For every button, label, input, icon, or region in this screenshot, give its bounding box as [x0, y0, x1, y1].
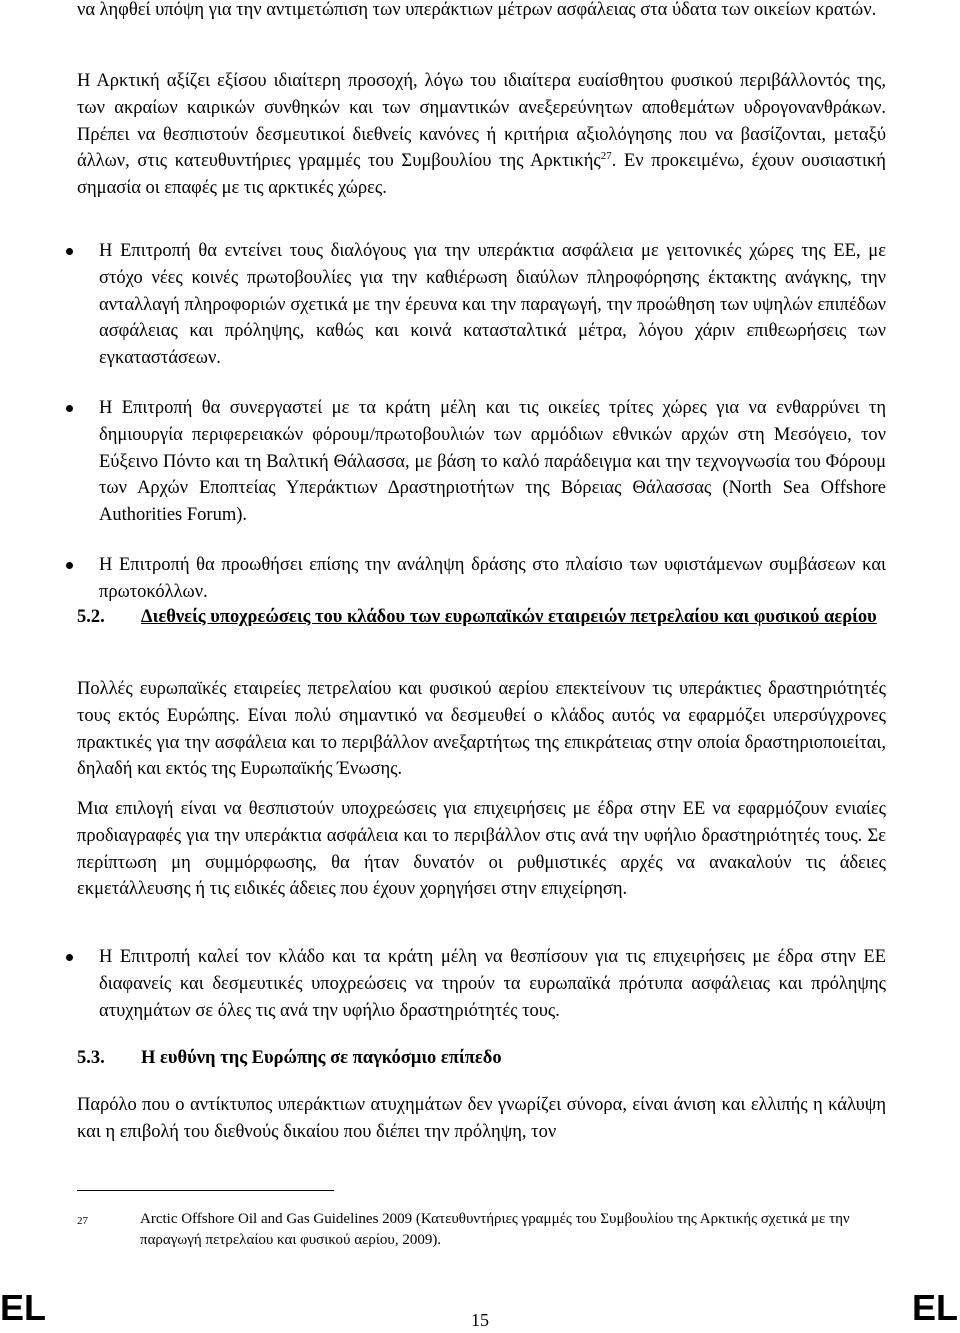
- list-item: [66, 552, 886, 606]
- arctic-paragraph: [77, 68, 886, 202]
- footer-language-right: EL: [911, 1287, 958, 1328]
- footnote: [77, 1209, 886, 1251]
- list-item-text: Η Επιτροπή θα προωθήσει επίσης την ανάληψη δράσης στο πλαίσιο των υφιστάμενων συμβάσεων και πρωτοκόλλων.: [99, 554, 886, 602]
- continuation-paragraph: να ληφθεί υπόψη για την αντιμετώπιση των υπεράκτιων μέτρων ασφάλειας στα ύδατα των οικείων κρατών.: [77, 0, 877, 20]
- companies-paragraph: Πολλές ευρωπαϊκές εταιρείες πετρελαίου και φυσικού αερίου επεκτείνουν τις υπεράκτιες δραστηριότητές τους εκτός Ευρώπης. Είναι πολύ σημαντικό να δεσμευθεί ο κλάδος αυτός να εφαρμόζει υπερσύγχρονες πρακτικές για την ασφάλεια και το περιβάλλον ανεξαρτήτως της επικράτειας στην οποία δραστηριοποιείται, δηλαδή και εκτός της Ευρωπαϊκής Ένωσης.: [77, 679, 886, 780]
- section-title: Η ευθύνη της Ευρώπης σε παγκόσμιο επίπεδο: [141, 1048, 502, 1068]
- bullet-icon: [66, 405, 73, 412]
- list-item-text: Η Επιτροπή καλεί τον κλάδο και τα κράτη μέλη να θεσπίσουν για τις επιχειρήσεις με έδρα στην ΕΕ διαφανείς και δεσμευτικές υποχρεώσεις να τηρούν τα ευρωπαϊκά πρότυπα ασφάλειας και πρόληψης ατυχημάτων σε όλες τις ανά την υφήλιο δραστηριότητές τους.: [99, 947, 886, 1021]
- footer-language-left: EL: [0, 1287, 47, 1328]
- list-item-text: Η Επιτροπή θα εντείνει τους διαλόγους για την υπεράκτια ασφάλεια με γειτονικές χώρες της ΕΕ, με στόχο νέες κοινές πρωτοβουλίες για την καθιέρωση διαύλων πληροφόρησης έκτακτης ανάγκης, την ανταλλαγή πληροφοριών σχετικά με την έρευνα και την παραγωγή, την προώθηση των υψηλών επιπέδων ασφάλειας και πρόληψης, καθώς και κοινά κατασταλτικά μέτρα, λόγου χάριν επιθεωρήσεις των εγκαταστάσεων.: [99, 241, 886, 369]
- footnote-text: Arctic Offshore Oil and Gas Guidelines 2009 (Κατευθυντήριες γραμμές του Συμβουλίου της Αρκτικής σχετικά με την παραγωγή πετρελαίου και φυσικού αερίου, 2009).: [140, 1211, 850, 1248]
- global-paragraph: Παρόλο που ο αντίκτυπος υπεράκτιων ατυχημάτων δεν γνωρίζει σύνορα, είναι άνιση και ελλιπής η κάλυψη και η επιβολή του διεθνούς δικαίου που διέπει την πρόληψη, τον: [77, 1095, 886, 1142]
- option-paragraph: Μια επιλογή είναι να θεσπιστούν υποχρεώσεις για επιχειρήσεις με έδρα στην ΕΕ να εφαρμόζουν ενιαίες προδιαγραφές για την υπεράκτια ασφάλεια και το περιβάλλον στις ανά την υφήλιο δραστηριότητές τους. Σε περίπτωση μη συμμόρφωσης, θα ήταν δυνατόν οι ρυθμιστικές αρχές να ανακαλούν τις άδειες εκμετάλλευσης ή τις ειδικές άδειες που έχουν χορηγήσει στην επιχείρηση.: [77, 799, 886, 900]
- footnote-divider: [77, 1190, 334, 1191]
- list-item: [66, 944, 886, 1024]
- section-heading-5-2: [77, 604, 886, 631]
- arctic-text: Η Αρκτική αξίζει εξίσου ιδιαίτερη προσοχή, λόγω του ιδιαίτερα ευαίσθητου φυσικού περιβάλλοντός της, των ακραίων καιρικών συνθηκών και των σημαντικών ανεξερεύνητων αποθεμάτων υδρογονανθράκων. Πρέπει να θεσπιστούν δεσμευτικοί διεθνείς κανόνες ή κριτήρια αξιολόγησης που να βασίζονται, μεταξύ άλλων, στις κατευθυντήριες γραμμές του Συμβουλίου της Αρκτικής: [77, 71, 886, 172]
- list-item: [66, 238, 886, 372]
- page-number: 15: [471, 1310, 489, 1330]
- footnote-reference[interactable]: 27: [600, 150, 612, 163]
- section-number: 5.3.: [77, 1048, 105, 1068]
- commission-call-list: [66, 944, 886, 1024]
- bullet-icon: [66, 562, 73, 569]
- footnote-number: 27: [77, 1215, 88, 1227]
- section-number: 5.2.: [77, 607, 105, 627]
- list-item-text: Η Επιτροπή θα συνεργαστεί με τα κράτη μέλη και τις οικείες τρίτες χώρες για να ενθαρρύνει τη δημιουργία περιφερειακών φόρουμ/πρωτοβουλιών των αρμόδιων εθνικών αρχών στη Μεσόγειο, τον Εύξεινο Πόντο και τη Βαλτική Θάλασσα, με βάση το καλό παράδειγμα και την τεχνογνωσία του Φόρουμ των Αρχών Εποπτείας Υπεράκτιων Δραστηριοτήτων της Βόρειας Θάλασσας (North Sea Offshore Authorities Forum).: [99, 397, 886, 526]
- section-heading-5-3: [77, 1045, 886, 1072]
- bullet-icon: [66, 954, 73, 961]
- list-item: [66, 395, 886, 529]
- section-title: Διεθνείς υποχρεώσεις του κλάδου των ευρωπαϊκών εταιρειών πετρελαίου και φυσικού αερίου: [141, 607, 877, 627]
- bullet-icon: [66, 248, 73, 255]
- commission-actions-list: [66, 238, 886, 606]
- arctic-text-end: . Εν προκειμένω, έχουν ουσιαστική σημασία οι επαφές με τις αρκτικές χώρες.: [77, 151, 886, 199]
